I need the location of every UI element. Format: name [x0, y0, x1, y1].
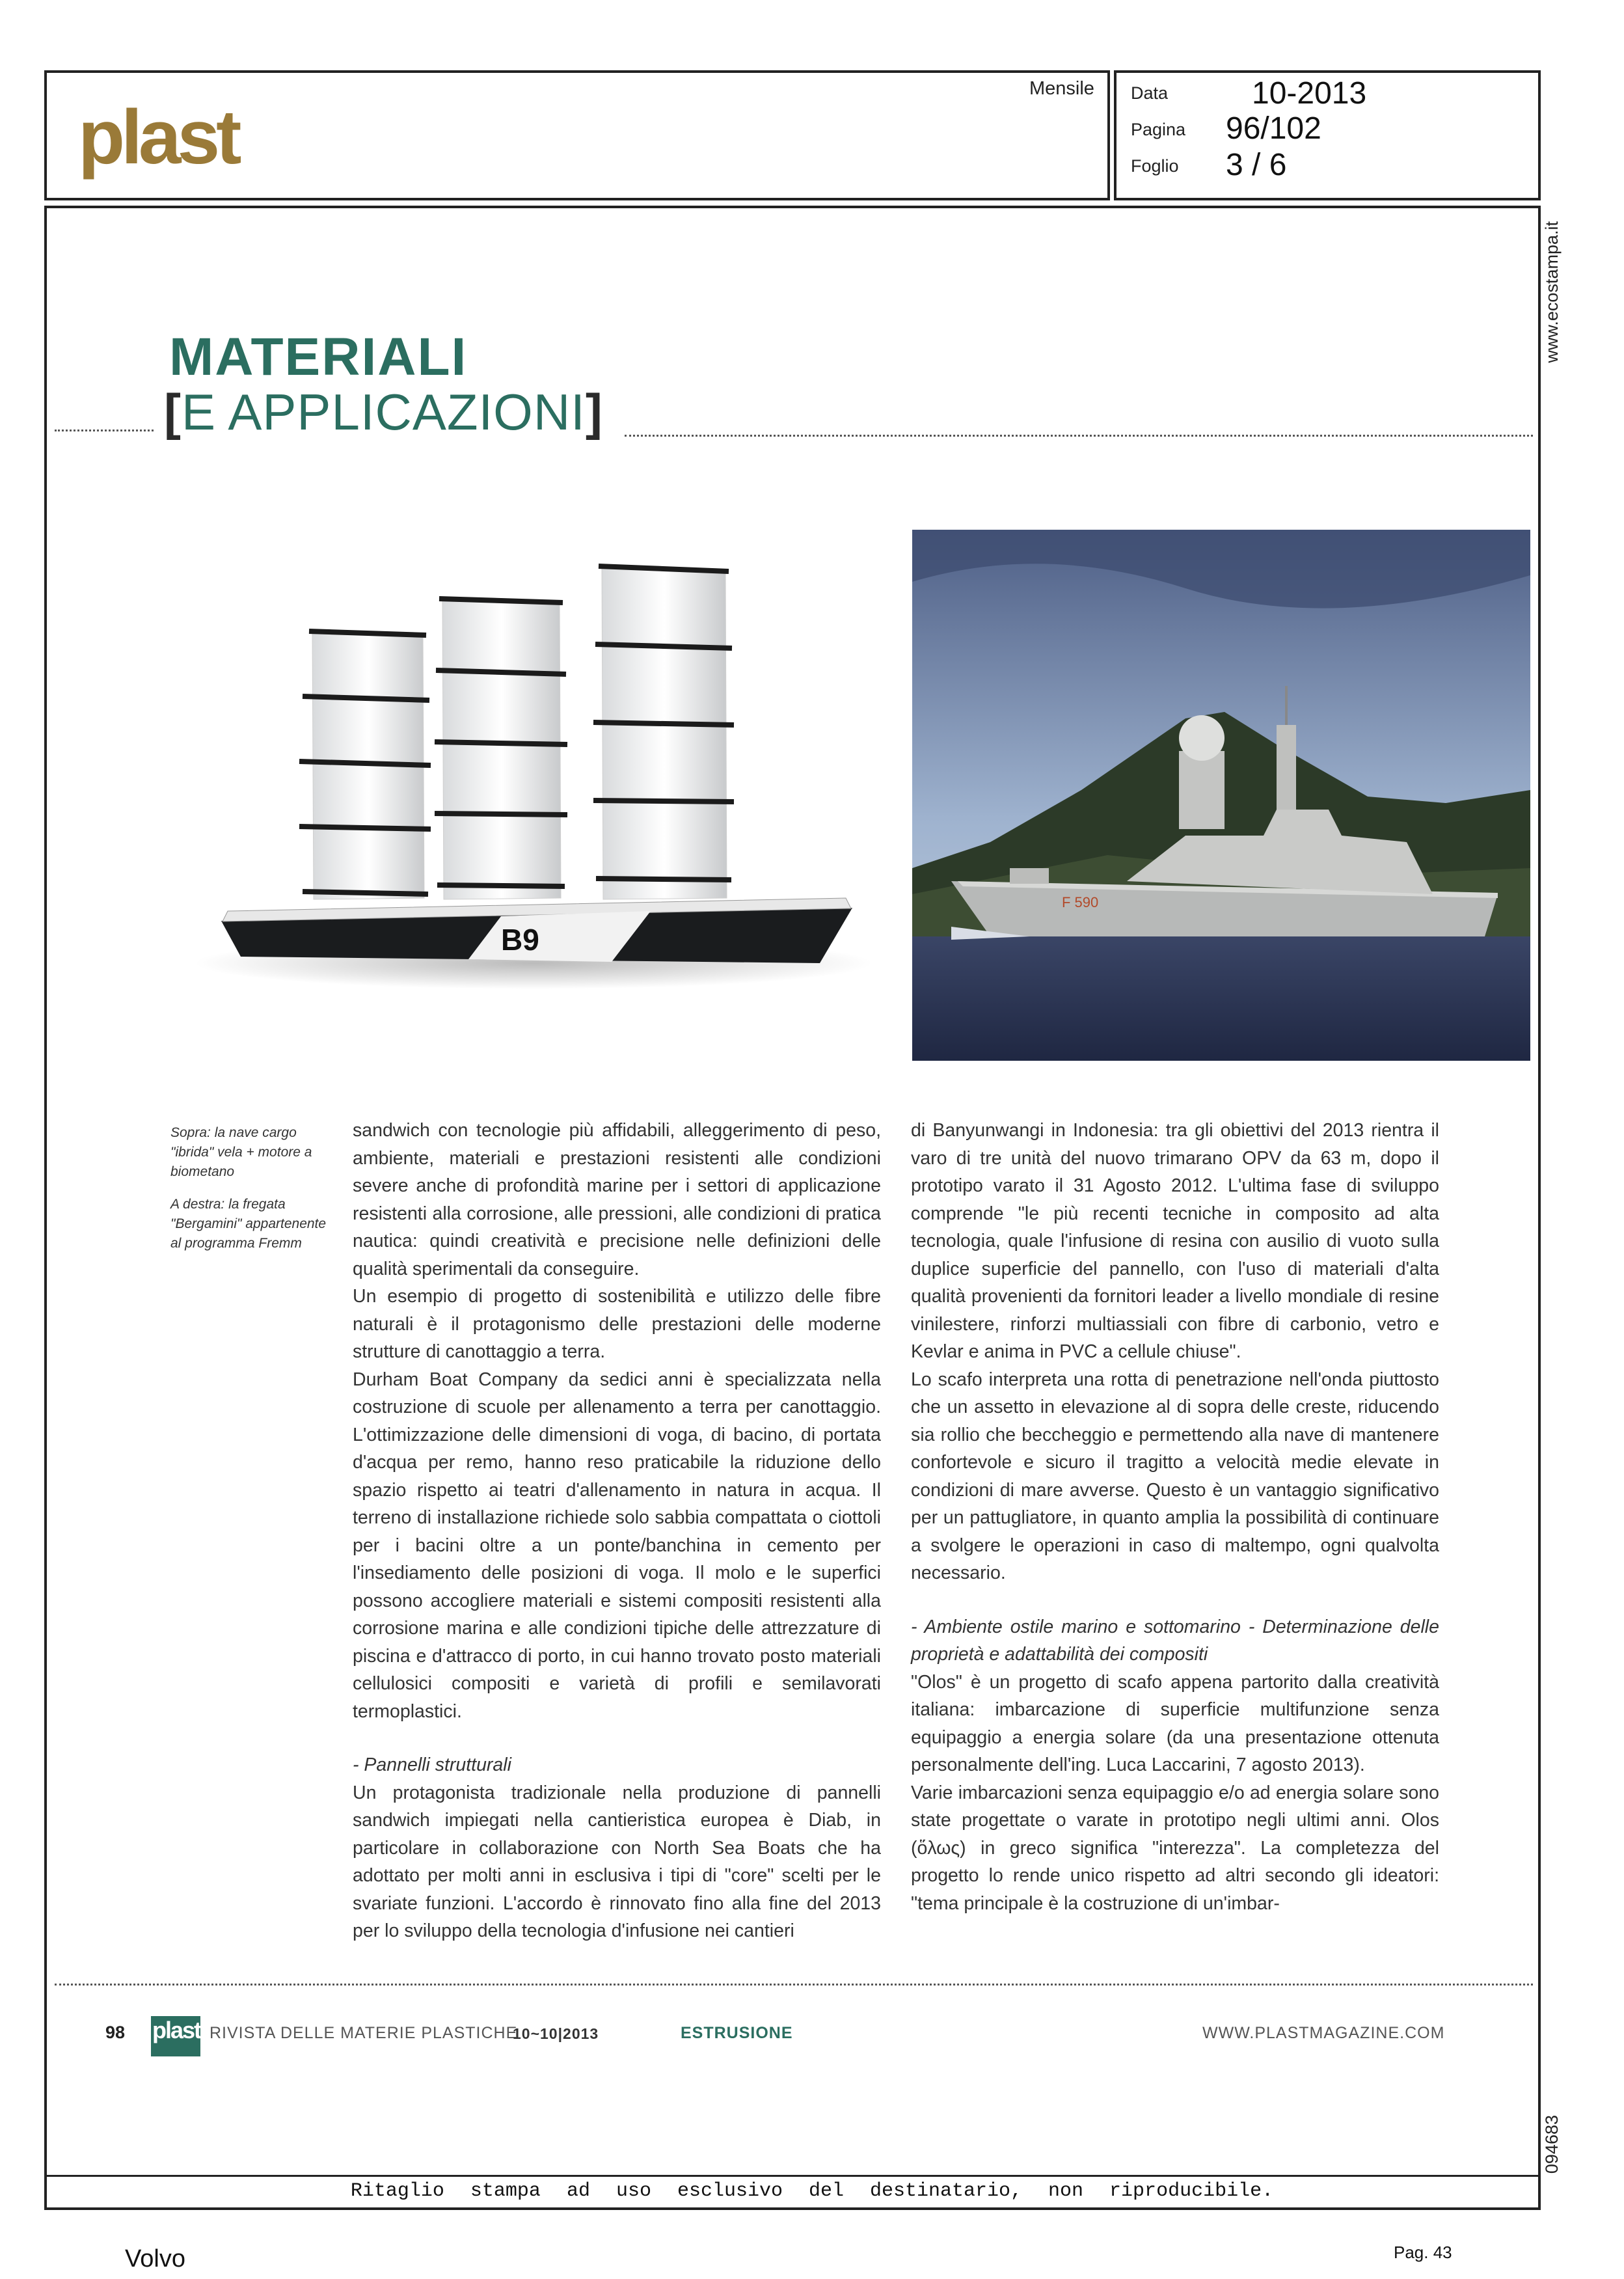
col2-para-1: di Banyunwangi in Indonesia: tra gli obiettivi del 2013 rientra il varo di tre unità del nuovo trimarano OPV da 63 m, dopo il prototipo varato il 31 Agosto 2012. L'ultima fase di sviluppo comprende "le più recenti tecniche in composito ad alta tecnologia, quale l'infusione di resina con ausilio di vuoto sulla duplice superficie del pannello, con l'uso di materiali d'alta qualità provenienti da fornitori leader a livello mondiale di resine vinilestere, rinforzi multiassiali con fibre di carbonio, vetro e Kevlar e anima in PVC a cellule chiuse". — [911, 1120, 1439, 1362]
footer-issue: 10~10|2013 — [513, 2025, 599, 2042]
bracket-close: ] — [585, 383, 603, 441]
sail-mast-1 — [299, 631, 431, 899]
footer-page-number: 98 — [105, 2023, 126, 2042]
frigate-photo — [912, 530, 1530, 1061]
notice-rule — [46, 2175, 1539, 2177]
sheet-value: 3 / 6 — [1226, 148, 1287, 182]
page-value: 96/102 — [1226, 111, 1321, 146]
article-column-1 — [353, 1117, 881, 1945]
section-subtitle: E APPLICAZIONI — [181, 383, 586, 441]
title-dots-right — [625, 435, 1533, 437]
date-value: 10-2013 — [1252, 76, 1367, 111]
sea — [912, 936, 1530, 1061]
section-title-line2 — [164, 383, 603, 441]
clipping-notice: Ritaglio stampa ad uso esclusivo del destinatario, non riproducibile. — [350, 2180, 1274, 2202]
section-title-line1: MATERIALI — [169, 327, 468, 387]
bracket-open: [ — [164, 383, 182, 441]
sail-mast-2 — [435, 599, 567, 899]
col1-subheading: - Pannelli strutturali — [353, 1754, 511, 1775]
footer-website[interactable]: WWW.PLASTMAGAZINE.COM — [1202, 2024, 1445, 2042]
frequency-label: Mensile — [1029, 78, 1094, 99]
plast-logo: plast — [78, 94, 238, 180]
sail-mast-3 — [593, 566, 734, 899]
col2-para-4: Varie imbarcazioni senza equipaggio e/o ad energia solare sono state progettate o varate in prototipo negli ultimi anni. Olos (ὅλως) in greco significa "interezza". La completezza del progetto lo rende unico rispetto ad altri secondo gli ideatori: "tema principale è la costruzione di un'imbar- — [911, 1782, 1439, 1914]
footer-logo-text: plast — [152, 2017, 201, 2043]
bottom-page: Pag. 43 — [1394, 2243, 1452, 2262]
col1-spacer — [353, 1725, 881, 1751]
client-name: Volvo — [125, 2245, 185, 2272]
col1-para-3: Durham Boat Company da sedici anni è specializzata nella costruzione di scuole per allenamento a terra per canottaggio. L'ottimizzazione delle dimensioni di voga, di bacino, di portata d'acqua per remo, hanno reso praticabile la riduzione dello spazio rispetto ai teatri d'allenamento in natura in acqua. Il terreno di installazione richiede solo sabbia compattata o ciottoli per i bacini oltre a un ponte/banchina in cemento per l'insediamento delle posizioni di voga. Il molo e le superfici possono accogliere materiali e sistemi compositi resistenti alla corrosione marina e alle condizioni tipiche delle attrezzature di piscina e d'attracco di porto, in cui hanno trovato posto materiali cellulosici compositi e varietà di profili e semilavorati termoplastici. — [353, 1369, 881, 1722]
captions — [170, 1123, 333, 1266]
frigate-hull-number: F 590 — [1062, 894, 1099, 910]
col2-spacer — [911, 1587, 1439, 1613]
sailing-ship-image — [195, 547, 885, 1002]
col1-para-4: Un protagonista tradizionale nella produzione di pannelli sandwich impiegati nella cantieristica europea è Diab, in particolare in collaborazione con North Sea Boats che ha adottato per molti anni in esclusiva i tipi di "core" scelti per le svariate funzioni. L'accordo è rinnovato fino alla fine del 2013 per lo sviluppo della tecnologia d'infusione nei cantieri — [353, 1782, 881, 1941]
caption-right: A destra: la fregata "Bergamini" appartenente al programma Fremm — [170, 1197, 327, 1251]
footer-magazine: RIVISTA DELLE MATERIE PLASTICHE — [210, 2024, 518, 2042]
col2-para-3: "Olos" è un progetto di scafo appena partorito dalla creatività italiana: imbarcazione di superficie multifunzione senza equipaggio a energia solare (da una presentazione ottenuta personalmente dell'ing. Luca Laccarini, 7 agosto 2013). — [911, 1671, 1439, 1775]
col2-para-2: Lo scafo interpreta una rotta di penetrazione nell'onda piuttosto che un assetto in elevazione al di sopra delle creste, riducendo sia rollio che beccheggio e permettendo alla nave di mantenere confortevole e sicuro il tragitto a velocità medie elevate in condizioni di mare avverse. Questo è un vantaggio significativo per un pattugliatore, in quanto amplia la possibilità di continuare a svolgere le operazioni in caso di maltempo, ogni qualvolta necessario. — [911, 1369, 1439, 1583]
side-website: www.ecostampa.it — [1542, 221, 1562, 363]
footer-dots — [55, 1984, 1533, 1986]
col1-para-1: sandwich con tecnologie più affidabili, alleggerimento di peso, ambiente, materiali e prestazioni resistenti alle condizioni severe anche di profondità marine per i settori di applicazione resistenti alla corrosione, alle pressioni, alle condizioni di pratica nautica: quindi creatività e precisione nelle definizioni delle qualità sperimentali da conseguire. — [353, 1120, 881, 1279]
col2-subheading: - Ambiente ostile marino e sottomarino - Determinazione delle proprietà e adattabilità dei compositi — [911, 1616, 1439, 1665]
date-label: Data — [1131, 83, 1169, 103]
page-label: Pagina — [1131, 120, 1186, 139]
title-dots-left — [55, 430, 154, 431]
ship-hull-logo: B9 — [501, 923, 539, 957]
caption-top: Sopra: la nave cargo "ibrida" vela + motore a biometano — [170, 1125, 312, 1179]
sheet-label: Foglio — [1131, 156, 1179, 176]
article-column-2 — [911, 1117, 1439, 1917]
col1-para-2: Un esempio di progetto di sostenibilità e utilizzo delle fibre naturali è il protagonismo delle prestazioni delle moderne strutture di canottaggio a terra. — [353, 1286, 881, 1362]
footer-logo — [151, 2016, 200, 2056]
footer-section: ESTRUSIONE — [681, 2024, 793, 2042]
side-code: 094683 — [1542, 2115, 1562, 2174]
